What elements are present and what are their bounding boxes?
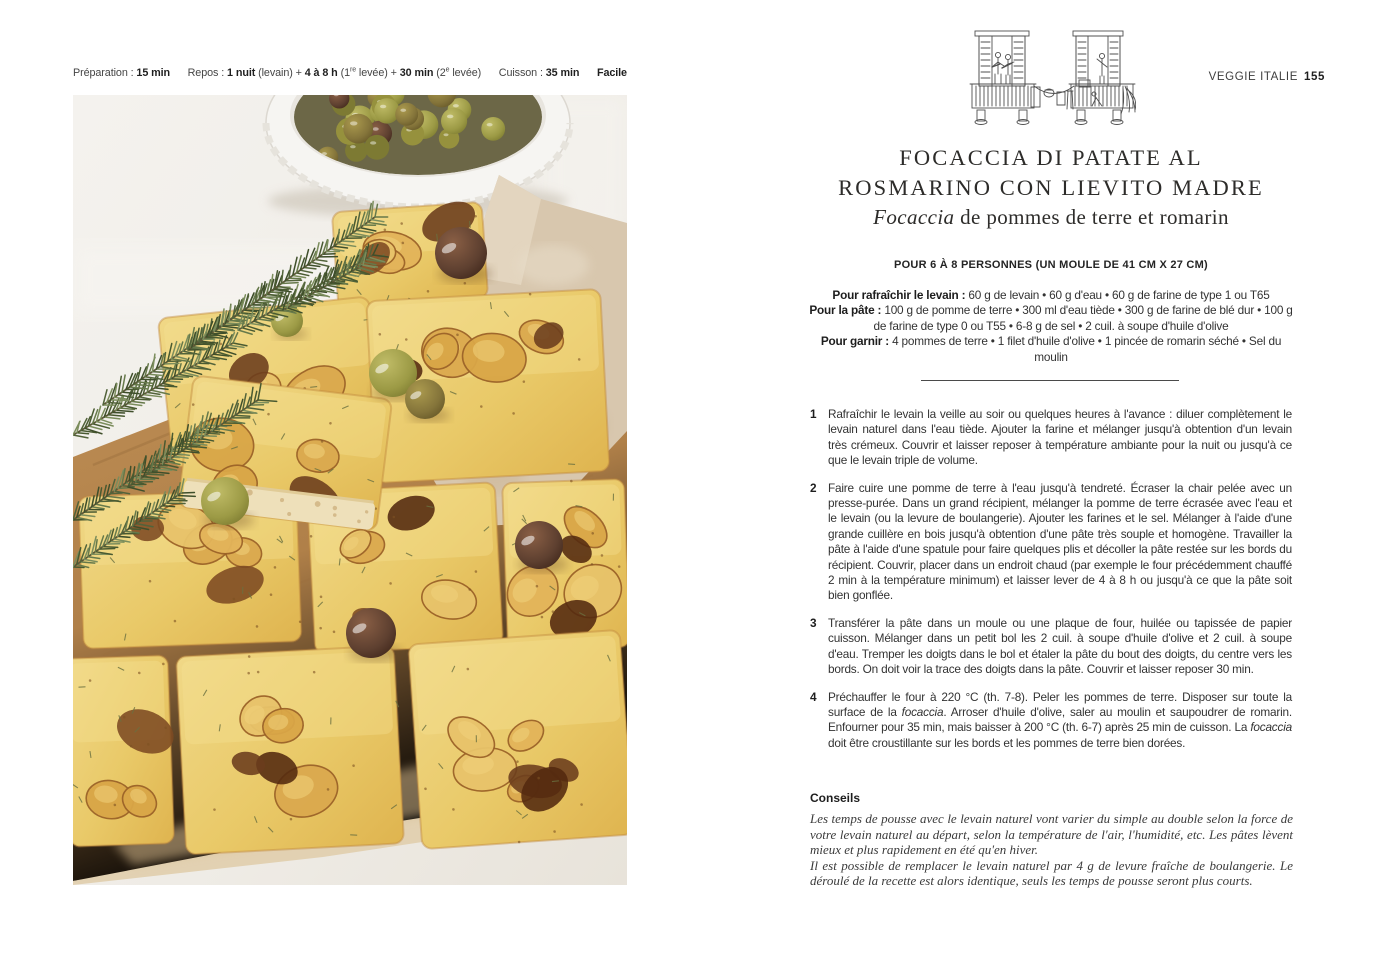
recipe-meta-bar	[73, 67, 627, 79]
title-line-2: ROSMARINO CON LIEVITO MADRE	[838, 175, 1264, 200]
tips-paragraph: Les temps de pousse avec le levain naturel vont varier du simple au double selon la force de votre levain naturel au départ, selon la température de l'air, l'humidité, etc. Les pâtes lèvent mieux et plus rapidement en été qu'en hiver.	[810, 811, 1293, 858]
step-text: Faire cuire une pomme de terre à l'eau jusqu'à tendreté. Écraser la chair pelée avec un presse-purée. Dans un grand récipient, mélanger la pomme de terre écrasée avec l'eau et le levain (ou la levure de boulangerie). Ajouter les farines et le sel. Mélanger à l'aide d'une grande cuillère en bois jusqu'à obtention d'une pâte très souple et homogène. Travailler la pâte à l'aide d'une spatule pour faire quelques plis et décoller la pâte restée sur les bords du récipient. Couvrir, placer dans un endroit chaud (par exemple le four précédemment chauffé 2 min à la température minimum) et laisser lever de 4 à 8 h ou jusqu'à ce que la pâte soit bien gonflée.	[828, 480, 1292, 603]
prep-time: Préparation : 15 min	[73, 67, 171, 79]
tips-section	[810, 791, 1293, 889]
step-number: 3	[810, 615, 817, 630]
step-text: Préchauffer le four à 220 °C (th. 7-8). Peler les pommes de terre. Disposer sur toute la surface de la focaccia. Arroser d'huile d'olive, saler au moulin et saupoudrer de romarin. Enfourner pour 35 min, mais baisser à 200 °C (th. 6-7) après 25 min de cuisson. La focaccia doit être croustillante sur les bords et les pommes de terre bien dorées.	[828, 689, 1292, 750]
recipe-subtitle: Focaccia de pommes de terre et romarin	[873, 205, 1229, 229]
difficulty-badge: Facile	[596, 67, 627, 79]
section-label: VEGGIE ITALIE	[1208, 71, 1298, 83]
step-number: 2	[810, 480, 817, 495]
rest-time: Repos : 1 nuit (levain) + 4 à 8 h (1re levée) + 30 min (2e levée)	[187, 66, 482, 79]
ingredient-group: Pour rafraîchir le levain : 60 g de levain • 60 g d'eau • 60 g de farine de type 1 ou T65	[832, 288, 1270, 302]
steps-list	[810, 407, 1292, 763]
step-number: 1	[810, 407, 817, 421]
step-number: 4	[810, 689, 817, 704]
recipe-title	[810, 143, 1292, 203]
cook-time: Cuisson : 35 min	[498, 67, 580, 79]
tips-body	[810, 811, 1293, 889]
recipe-step	[810, 407, 1292, 469]
page-number: 155	[1304, 71, 1325, 83]
ingredients-list	[806, 288, 1296, 365]
tips-paragraph: Il est possible de remplacer le levain naturel par 4 g de levure fraîche de boulangerie. Le déroulé de la recette est alors identique, seuls les temps de pousse seront plus courts.	[810, 857, 1293, 889]
ingredient-group: Pour la pâte : 100 g de pomme de terre • 300 ml d'eau tiède • 300 g de farine de blé dur • 100 g de farine de type 0 ou T55 • 6-8 g de sel • 2 cuil. à soupe d'huile d'olive	[809, 303, 1293, 333]
page-header	[1209, 71, 1325, 83]
recipe-step	[810, 481, 1292, 604]
balcony-illustration	[961, 26, 1136, 127]
recipe-step	[810, 616, 1292, 678]
step-text: Rafraîchir le levain la veille au soir ou quelques heures à l'avance : diluer complètement le levain naturel dans l'eau tiède. Ajouter la farine et mélanger jusqu'à obtention d'un levain très crémeux. Couvrir et laisser reposer à température ambiante pour la nuit ou jusqu'à ce que le levain triple de volume.	[828, 407, 1292, 468]
step-text: Transférer la pâte dans un moule ou une plaque de four, huilée ou tapissée de papier cuisson. Mélanger dans un petit bol les 2 cuil. à soupe d'huile d'olive et 2 cuil. à soupe d'eau. Tremper les doigts dans le bol et étaler la pâte du bout des doigts, du centre vers les bords. On doit voir la trace des doigts dans la pâte. Couvrir et laisser reposer 30 min.	[828, 615, 1292, 677]
recipe-photo	[73, 95, 627, 885]
section-divider	[921, 380, 1179, 381]
recipe-step	[810, 690, 1292, 752]
servings-line: POUR 6 À 8 PERSONNES (UN MOULE DE 41 CM X 27 CM)	[894, 259, 1208, 271]
title-line-1: FOCACCIA DI PATATE AL	[899, 145, 1203, 170]
tips-heading: Conseils	[810, 791, 861, 805]
ingredient-group: Pour garnir : 4 pommes de terre • 1 filet d'huile d'olive • 1 pincée de romarin séché • Sel du moulin	[820, 334, 1282, 364]
